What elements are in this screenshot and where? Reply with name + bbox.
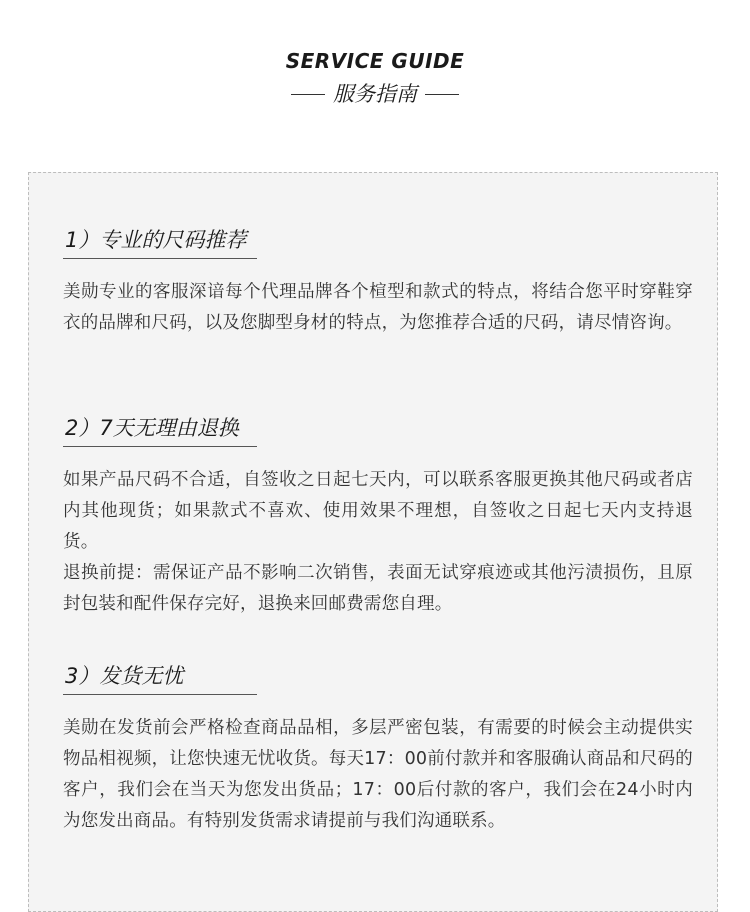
right-divider [425, 94, 459, 95]
section-title: 2）7天无理由退换 [63, 413, 257, 447]
section-size-recommendation [63, 225, 693, 339]
section-paragraph: 退换前提：需保证产品不影响二次销售，表面无试穿痕迹或其他污渍损伤，且原封包装和配件保存完好，退换来回邮费需您自理。 [63, 563, 693, 614]
left-divider [291, 94, 325, 95]
section-title: 3）发货无忧 [63, 661, 257, 695]
section-body [63, 713, 693, 837]
title-chinese-row [0, 80, 750, 108]
section-body [63, 277, 693, 339]
service-guide-panel [28, 172, 718, 912]
section-shipping [63, 661, 693, 837]
page-header [0, 48, 750, 108]
section-paragraph: 美勋在发货前会严格检查商品品相，多层严密包装，有需要的时候会主动提供实物品相视频，让您快速无忧收货。每天17：00前付款并和客服确认商品和尺码的客户，我们会在当天为您发出货品；17：00后付款的客户，我们会在24小时内为您发出商品。有特别发货需求请提前与我们沟通联系。 [63, 718, 693, 831]
section-paragraph: 如果产品尺码不合适，自签收之日起七天内，可以联系客服更换其他尺码或者店内其他现货；如果款式不喜欢、使用效果不理想，自签收之日起七天内支持退货。 [63, 470, 693, 552]
section-seven-day-return [63, 413, 693, 620]
section-body [63, 465, 693, 620]
section-title: 1）专业的尺码推荐 [63, 225, 257, 259]
title-chinese: 服务指南 [333, 82, 417, 106]
section-paragraph: 美勋专业的客服深谙每个代理品牌各个楦型和款式的特点，将结合您平时穿鞋穿衣的品牌和尺码，以及您脚型身材的特点，为您推荐合适的尺码，请尽情咨询。 [63, 282, 693, 333]
title-english: SERVICE GUIDE [285, 49, 465, 73]
